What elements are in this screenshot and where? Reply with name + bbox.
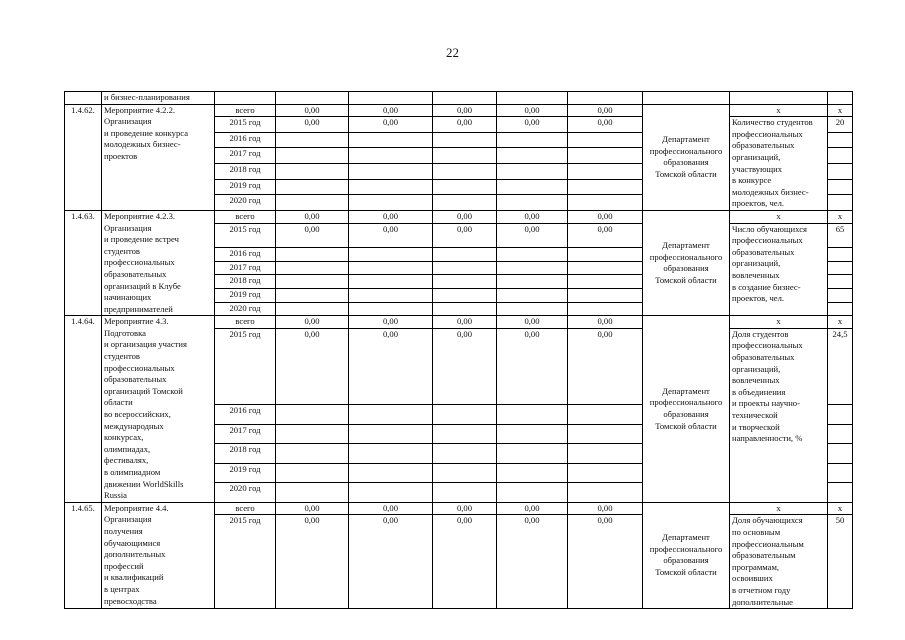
value-cell [349,261,433,275]
program-table [64,91,853,609]
value-cell [433,148,497,164]
value-cell: 0,00 [276,515,349,609]
value-cell [568,483,643,503]
indicator-text: Количество студентов профессиональных образовательных организаций, участвующих в конкурсе молодежных бизнес- проектов, чел. [730,117,828,211]
department-cell: Департамент профессионального образования Томской области [643,502,730,608]
value-cell: 0,00 [433,316,497,329]
value-cell: 0,00 [349,328,433,404]
measure-title: Мероприятие 4.2.3. Организация и проведение встреч студентов профессиональных образовательных организаций в Клубе начинающих предпринимателей [102,210,215,315]
value-cell [276,444,349,463]
value-cell [433,424,497,443]
value-cell [276,261,349,275]
value-cell [497,164,568,180]
year-cell: 2019 год [215,179,276,195]
value-cell [568,195,643,211]
value-cell [568,405,643,424]
year-cell: 2019 год [215,288,276,302]
value-cell: 0,00 [349,502,433,515]
value-cell: 0,00 [497,328,568,404]
row-number: 1.4.64. [65,316,102,503]
value-cell: 0,00 [497,316,568,329]
value-cell [276,302,349,316]
value-cell: 0,00 [568,316,643,329]
value-cell [568,164,643,180]
table-row [65,316,853,329]
continuation-row [65,92,853,105]
value-cell [349,444,433,463]
value-cell: 0,00 [349,210,433,223]
value-cell [349,405,433,424]
table-row [65,104,853,117]
value-cell [433,444,497,463]
target-empty [828,247,853,261]
value-cell [568,247,643,261]
value-cell [497,275,568,289]
value-cell [497,424,568,443]
value-cell: 0,00 [276,210,349,223]
value-cell [433,195,497,211]
value-cell [276,405,349,424]
year-cell: всего [215,210,276,223]
value-cell [349,424,433,443]
value-cell: 0,00 [276,502,349,515]
value-cell [568,288,643,302]
table-row [65,210,853,223]
value-cell [349,132,433,148]
value-cell: 0,00 [568,104,643,117]
year-cell: 2015 год [215,117,276,133]
department-cell: Департамент профессионального образования Томской области [643,316,730,503]
value-cell [433,483,497,503]
table-row [65,502,853,515]
indicator-x: x [730,502,828,515]
value-cell: 0,00 [276,328,349,404]
value-cell [349,247,433,261]
year-cell: 2015 год [215,328,276,404]
year-cell: всего [215,502,276,515]
measure-title: Мероприятие 4.2.2. Организация и проведение конкурса молодежных бизнес- проектов [102,104,215,210]
target-value: 50 [828,515,853,609]
value-cell [568,261,643,275]
target-empty [828,424,853,443]
year-cell: 2019 год [215,463,276,482]
value-cell: 0,00 [433,515,497,609]
value-cell [433,132,497,148]
target-x: x [828,210,853,223]
target-empty [828,179,853,195]
value-cell [276,148,349,164]
value-cell: 0,00 [497,210,568,223]
year-cell: 2016 год [215,247,276,261]
target-empty [828,463,853,482]
value-cell [349,195,433,211]
year-cell: 2016 год [215,405,276,424]
value-cell [568,179,643,195]
value-cell [276,463,349,482]
value-cell [276,179,349,195]
value-cell [568,148,643,164]
value-cell [349,164,433,180]
year-cell: 2017 год [215,261,276,275]
value-cell: 0,00 [497,104,568,117]
value-cell: 0,00 [349,223,433,247]
value-cell [497,179,568,195]
year-cell: 2018 год [215,275,276,289]
value-cell [568,275,643,289]
value-cell [497,247,568,261]
value-cell [433,302,497,316]
value-cell: 0,00 [568,117,643,133]
value-cell [276,195,349,211]
value-cell [497,261,568,275]
value-cell [433,247,497,261]
target-empty [828,275,853,289]
year-cell: 2018 год [215,444,276,463]
target-empty [828,405,853,424]
value-cell [497,444,568,463]
target-empty [828,444,853,463]
value-cell [276,275,349,289]
value-cell [497,132,568,148]
value-cell: 0,00 [433,502,497,515]
target-empty [828,164,853,180]
value-cell [433,288,497,302]
row-number: 1.4.65. [65,502,102,608]
value-cell [349,275,433,289]
value-cell: 0,00 [568,515,643,609]
target-empty [828,288,853,302]
measure-title: Мероприятие 4.4. Организация получения обучающимися дополнительных профессий и квалификаций в центрах превосходства [102,502,215,608]
indicator-x: x [730,210,828,223]
value-cell [568,424,643,443]
value-cell: 0,00 [568,328,643,404]
value-cell [349,148,433,164]
value-cell [276,247,349,261]
value-cell [497,195,568,211]
year-cell: 2017 год [215,148,276,164]
value-cell: 0,00 [433,117,497,133]
value-cell [433,463,497,482]
page-number: 22 [446,45,459,60]
year-cell: 2016 год [215,132,276,148]
value-cell [276,164,349,180]
value-cell [497,483,568,503]
value-cell: 0,00 [349,515,433,609]
target-empty [828,195,853,211]
year-cell: 2020 год [215,483,276,503]
indicator-x: x [730,104,828,117]
continuation-text: и бизнес-планирования [102,92,215,105]
value-cell: 0,00 [568,210,643,223]
target-x: x [828,502,853,515]
value-cell [349,483,433,503]
value-cell [349,302,433,316]
value-cell [568,463,643,482]
value-cell [349,463,433,482]
value-cell: 0,00 [276,316,349,329]
indicator-text: Доля студентов профессиональных образовательных организаций, вовлеченных в объединения и проекты научно- технической и творческой направленности, % [730,328,828,502]
value-cell: 0,00 [497,223,568,247]
indicator-x: x [730,316,828,329]
value-cell [568,132,643,148]
value-cell: 0,00 [433,223,497,247]
value-cell [276,288,349,302]
target-empty [828,483,853,503]
target-value: 24,5 [828,328,853,404]
year-cell: всего [215,104,276,117]
value-cell [433,164,497,180]
value-cell: 0,00 [276,104,349,117]
value-cell: 0,00 [433,210,497,223]
value-cell: 0,00 [497,117,568,133]
value-cell: 0,00 [497,502,568,515]
target-value: 65 [828,223,853,247]
value-cell [433,275,497,289]
target-empty [828,132,853,148]
indicator-text: Доля обучающихся по основным профессиональным образовательным программам, освоивших в отчетном году дополнительные [730,515,828,609]
value-cell: 0,00 [349,117,433,133]
value-cell: 0,00 [276,117,349,133]
department-cell: Департамент профессионального образования Томской области [643,104,730,210]
value-cell: 0,00 [349,104,433,117]
value-cell: 0,00 [568,502,643,515]
value-cell [568,444,643,463]
value-cell: 0,00 [433,328,497,404]
target-value: 20 [828,117,853,133]
value-cell [433,261,497,275]
value-cell: 0,00 [349,316,433,329]
year-cell: 2018 год [215,164,276,180]
target-x: x [828,316,853,329]
year-cell: 2017 год [215,424,276,443]
value-cell [568,302,643,316]
year-cell: всего [215,316,276,329]
value-cell [497,302,568,316]
value-cell [497,288,568,302]
year-cell: 2020 год [215,195,276,211]
year-cell: 2020 год [215,302,276,316]
value-cell: 0,00 [568,223,643,247]
value-cell [276,132,349,148]
indicator-text: Число обучающихся профессиональных образовательных организаций, вовлеченных в создание бизнес- проектов, чел. [730,223,828,316]
value-cell [349,288,433,302]
target-empty [828,261,853,275]
table-body [65,104,853,609]
target-empty [828,302,853,316]
value-cell [276,483,349,503]
row-number: 1.4.62. [65,104,102,210]
value-cell [433,405,497,424]
value-cell [497,148,568,164]
value-cell: 0,00 [433,104,497,117]
year-cell: 2015 год [215,223,276,247]
row-number: 1.4.63. [65,210,102,315]
value-cell [433,179,497,195]
target-x: x [828,104,853,117]
department-cell: Департамент профессионального образования Томской области [643,210,730,315]
target-empty [828,148,853,164]
value-cell: 0,00 [497,515,568,609]
measure-title: Мероприятие 4.3. Подготовка и организация участия студентов профессиональных образовательных организаций Томской области во всероссийских, международных конкурсах, олимпиадах, фестивалях, в олимпиадном движении WorldSkills Russia [102,316,215,503]
value-cell [497,463,568,482]
value-cell: 0,00 [276,223,349,247]
value-cell [276,424,349,443]
year-cell: 2015 год [215,515,276,609]
value-cell [497,405,568,424]
value-cell [349,179,433,195]
